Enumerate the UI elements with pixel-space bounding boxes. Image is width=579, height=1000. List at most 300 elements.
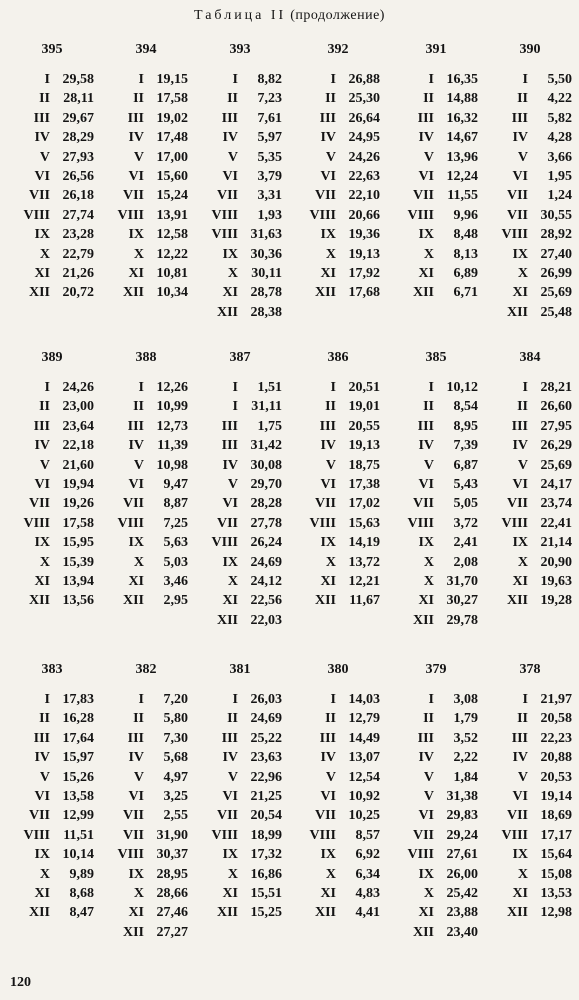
table-row	[198, 167, 282, 186]
table-row	[394, 884, 478, 903]
month-label: III	[221, 438, 238, 454]
month-label: III	[33, 418, 50, 434]
day-value: 6,89	[453, 265, 478, 281]
table-row	[10, 283, 94, 302]
day-value: 16,86	[250, 866, 282, 882]
day-value: 26,99	[540, 265, 572, 281]
month-label: V	[325, 769, 336, 785]
table-row	[104, 748, 188, 767]
day-value: 5,43	[453, 476, 478, 492]
table-row	[104, 690, 188, 709]
month-label: IX	[512, 246, 528, 262]
table-row	[394, 729, 478, 748]
table-row	[198, 70, 282, 89]
month-label: IX	[418, 227, 434, 243]
day-value: 19,01	[348, 399, 380, 415]
day-value: 20,88	[540, 750, 572, 766]
table-row	[104, 167, 188, 186]
month-label: I	[522, 72, 528, 87]
day-value: 26,64	[348, 110, 380, 126]
day-value: 12,98	[540, 905, 572, 921]
table-row	[10, 475, 94, 494]
table-row	[10, 533, 94, 552]
table-row	[488, 417, 572, 436]
month-label: III	[33, 730, 50, 746]
month-label: II	[423, 711, 434, 727]
table-row	[394, 109, 478, 128]
day-value: 21,97	[540, 692, 572, 707]
table-row	[104, 436, 188, 455]
table-row	[198, 553, 282, 572]
day-value: 23,64	[62, 418, 94, 434]
table-row	[488, 865, 572, 884]
table-row	[296, 417, 380, 436]
day-value: 20,58	[540, 711, 572, 727]
table-row	[104, 494, 188, 513]
month-label: II	[133, 711, 144, 727]
month-label: VIII	[117, 207, 144, 223]
day-value: 26,60	[540, 399, 572, 415]
day-value: 17,92	[348, 265, 380, 281]
table-row	[488, 553, 572, 572]
day-value: 10,99	[156, 399, 188, 415]
month-label: IX	[320, 847, 336, 863]
day-value: 22,23	[540, 730, 572, 746]
month-label: VI	[222, 788, 238, 804]
day-value: 17,58	[156, 91, 188, 107]
day-value: 4,97	[163, 769, 188, 785]
month-label: I	[522, 380, 528, 395]
month-label: VII	[122, 496, 144, 512]
day-value: 26,24	[250, 535, 282, 551]
table-row	[488, 186, 572, 205]
table-row	[488, 591, 572, 610]
month-label: IV	[222, 750, 238, 766]
day-value: 11,39	[157, 438, 188, 454]
day-value: 27,61	[446, 847, 478, 863]
month-label: XII	[122, 924, 144, 940]
month-label: I	[44, 692, 50, 707]
day-value: 1,84	[453, 769, 478, 785]
table-row	[394, 264, 478, 283]
table-row	[488, 884, 572, 903]
day-value: 22,63	[348, 168, 380, 184]
table-row	[394, 553, 478, 572]
table-row	[488, 70, 572, 89]
day-value: 8,57	[355, 827, 380, 843]
column-rows	[488, 70, 572, 322]
day-value: 15,97	[62, 750, 94, 766]
table-row	[296, 148, 380, 167]
month-label: VIII	[211, 535, 238, 551]
table-row	[198, 826, 282, 845]
table-row	[488, 787, 572, 806]
month-label: XI	[512, 573, 528, 589]
day-value: 23,74	[540, 496, 572, 512]
month-label: XI	[320, 573, 336, 589]
column-rows	[394, 70, 478, 303]
table-row	[10, 245, 94, 264]
table-row	[198, 186, 282, 205]
table-row	[104, 903, 188, 922]
month-label: XI	[222, 885, 238, 901]
month-label: VII	[506, 496, 528, 512]
month-label: VI	[320, 476, 336, 492]
month-label: VIII	[23, 515, 50, 531]
day-value: 15,08	[540, 866, 572, 882]
table-row	[488, 514, 572, 533]
table-row	[296, 787, 380, 806]
month-label: VII	[314, 188, 336, 204]
day-value: 11,67	[349, 593, 380, 609]
table-row	[394, 690, 478, 709]
table-row	[296, 378, 380, 397]
table-row	[394, 923, 478, 942]
month-label: VII	[122, 188, 144, 204]
table-row	[10, 186, 94, 205]
table-row	[394, 225, 478, 244]
month-label: VIII	[117, 847, 144, 863]
day-value: 21,26	[62, 265, 94, 281]
page-number: 120	[10, 975, 31, 990]
month-label: VII	[506, 207, 528, 223]
month-label: VI	[128, 476, 144, 492]
table-row	[104, 456, 188, 475]
month-label: VII	[314, 496, 336, 512]
table-row	[10, 884, 94, 903]
month-label: II	[517, 711, 528, 727]
table-row	[296, 245, 380, 264]
table-row	[198, 806, 282, 825]
table-row	[198, 148, 282, 167]
month-label: XII	[412, 285, 434, 301]
day-value: 6,71	[453, 285, 478, 301]
day-value: 27,78	[250, 515, 282, 531]
month-label: II	[39, 711, 50, 727]
month-label: VII	[506, 808, 528, 824]
table-row	[10, 417, 94, 436]
table-row	[296, 591, 380, 610]
month-label: II	[325, 399, 336, 415]
table-row	[10, 397, 94, 416]
month-label: X	[423, 885, 434, 901]
table-row	[488, 436, 572, 455]
table-row	[198, 397, 282, 416]
month-label: I	[330, 692, 336, 707]
day-value: 1,79	[453, 711, 478, 727]
day-value: 29,83	[446, 808, 478, 824]
month-label: II	[517, 399, 528, 415]
day-value: 9,47	[163, 476, 188, 492]
table-row	[104, 109, 188, 128]
day-value: 17,00	[156, 149, 188, 165]
column-rows	[296, 378, 380, 611]
day-value: 19,28	[540, 593, 572, 609]
table-row	[198, 533, 282, 552]
day-value: 8,68	[69, 885, 94, 901]
day-value: 17,02	[348, 496, 380, 512]
month-label: VII	[216, 515, 238, 531]
day-value: 3,25	[163, 788, 188, 804]
table-row	[394, 591, 478, 610]
day-value: 25,30	[348, 91, 380, 107]
day-value: 20,66	[348, 207, 380, 223]
month-label: VI	[512, 788, 528, 804]
month-label: II	[39, 91, 50, 107]
table-row	[10, 70, 94, 89]
day-value: 13,58	[62, 788, 94, 804]
day-value: 22,79	[62, 246, 94, 262]
table-row	[488, 806, 572, 825]
month-label: II	[227, 711, 238, 727]
month-label: VI	[128, 168, 144, 184]
table-row	[198, 475, 282, 494]
month-label: IV	[34, 750, 50, 766]
month-label: X	[423, 554, 434, 570]
day-value: 1,93	[257, 207, 282, 223]
month-label: I	[522, 692, 528, 707]
month-label: VIII	[407, 515, 434, 531]
column-rows	[10, 378, 94, 611]
day-value: 20,53	[540, 769, 572, 785]
day-value: 26,03	[250, 692, 282, 707]
day-value: 13,96	[446, 149, 478, 165]
table-row	[198, 884, 282, 903]
day-value: 29,67	[62, 110, 94, 126]
day-value: 31,63	[250, 227, 282, 243]
table-row	[394, 283, 478, 302]
month-label: II	[423, 399, 434, 415]
month-label: XII	[216, 304, 238, 320]
table-row	[10, 826, 94, 845]
day-value: 19,13	[348, 438, 380, 454]
day-value: 24,17	[540, 476, 572, 492]
day-value: 22,18	[62, 438, 94, 454]
day-value: 8,47	[69, 905, 94, 921]
day-value: 26,18	[62, 188, 94, 204]
month-label: X	[227, 265, 238, 281]
month-label: IV	[418, 438, 434, 454]
month-label: V	[39, 149, 50, 165]
month-label: X	[517, 554, 528, 570]
column-header: 390	[519, 42, 541, 57]
table-row	[104, 787, 188, 806]
table-row	[394, 436, 478, 455]
month-label: VII	[216, 188, 238, 204]
table-row	[296, 748, 380, 767]
day-value: 15,64	[540, 847, 572, 863]
column-rows	[394, 690, 478, 942]
day-value: 27,40	[540, 246, 572, 262]
day-value: 15,39	[62, 554, 94, 570]
day-value: 20,72	[62, 285, 94, 301]
month-label: V	[517, 457, 528, 473]
month-label: X	[325, 866, 336, 882]
month-label: XI	[512, 885, 528, 901]
table-row	[104, 533, 188, 552]
day-value: 30,55	[540, 207, 572, 223]
month-label: IX	[34, 535, 50, 551]
month-label: XII	[412, 612, 434, 628]
day-value: 5,97	[257, 130, 282, 146]
table-row	[104, 591, 188, 610]
table-row	[296, 186, 380, 205]
column-rows	[296, 70, 380, 303]
day-value: 1,95	[547, 168, 572, 184]
table-row	[488, 572, 572, 591]
table-row	[10, 514, 94, 533]
table-row	[296, 806, 380, 825]
table-row	[104, 729, 188, 748]
day-value: 23,28	[62, 227, 94, 243]
month-label: I	[44, 380, 50, 395]
month-label: V	[133, 457, 144, 473]
table-row	[488, 283, 572, 302]
table-row	[104, 709, 188, 728]
table-row	[198, 768, 282, 787]
day-value: 27,74	[62, 207, 94, 223]
day-value: 15,51	[250, 885, 282, 901]
column-header: 379	[425, 662, 447, 677]
day-value: 7,30	[163, 730, 188, 746]
day-value: 18,69	[540, 808, 572, 824]
month-label: V	[227, 476, 238, 492]
table-row	[394, 89, 478, 108]
day-value: 14,67	[446, 130, 478, 146]
month-label: VI	[128, 788, 144, 804]
table-row	[394, 494, 478, 513]
column-rows	[198, 690, 282, 923]
table-row	[394, 806, 478, 825]
day-value: 15,25	[250, 905, 282, 921]
month-label: IX	[418, 535, 434, 551]
day-value: 2,08	[453, 554, 478, 570]
month-label: IV	[512, 438, 528, 454]
day-value: 8,48	[453, 227, 478, 243]
day-value: 25,69	[540, 457, 572, 473]
month-label: XII	[216, 905, 238, 921]
day-value: 7,20	[163, 692, 188, 707]
month-label: I	[232, 380, 238, 395]
column-rows	[488, 378, 572, 611]
day-value: 27,95	[540, 418, 572, 434]
table-title-suffix: (продолжение)	[290, 8, 385, 23]
month-label: XI	[418, 593, 434, 609]
table-row	[296, 109, 380, 128]
month-label: IV	[34, 438, 50, 454]
table-row	[10, 128, 94, 147]
table-row	[198, 729, 282, 748]
table-row	[104, 845, 188, 864]
month-label: XII	[28, 285, 50, 301]
month-label: IV	[320, 438, 336, 454]
table-row	[104, 264, 188, 283]
table-row	[10, 768, 94, 787]
month-label: I	[138, 380, 144, 395]
month-label: XI	[222, 593, 238, 609]
month-label: XI	[418, 905, 434, 921]
table-row	[488, 826, 572, 845]
table-row	[10, 89, 94, 108]
day-value: 22,10	[348, 188, 380, 204]
day-value: 30,37	[156, 847, 188, 863]
table-row	[104, 865, 188, 884]
table-row	[10, 709, 94, 728]
month-label: VIII	[211, 207, 238, 223]
day-value: 22,96	[250, 769, 282, 785]
table-row	[488, 167, 572, 186]
day-value: 17,32	[250, 847, 282, 863]
table-row	[104, 283, 188, 302]
month-label: X	[227, 573, 238, 589]
table-row	[104, 397, 188, 416]
month-label: XI	[128, 573, 144, 589]
month-label: IV	[34, 130, 50, 146]
day-value: 12,24	[446, 168, 478, 184]
day-value: 25,48	[540, 304, 572, 320]
table-row	[394, 903, 478, 922]
table-row	[296, 826, 380, 845]
table-row	[104, 206, 188, 225]
table-row	[10, 903, 94, 922]
table-row	[488, 89, 572, 108]
month-label: II	[423, 91, 434, 107]
day-value: 15,26	[62, 769, 94, 785]
table-row	[10, 865, 94, 884]
day-value: 12,79	[348, 711, 380, 727]
month-label: III	[319, 110, 336, 126]
table-row	[104, 884, 188, 903]
day-value: 8,13	[453, 246, 478, 262]
month-label: IV	[222, 130, 238, 146]
column-header: 382	[135, 662, 157, 677]
table-row	[394, 417, 478, 436]
month-label: X	[39, 554, 50, 570]
day-value: 19,14	[540, 788, 572, 804]
day-value: 24,12	[250, 573, 282, 589]
day-value: 28,21	[540, 380, 572, 395]
day-value: 28,92	[540, 227, 572, 243]
day-value: 11,51	[63, 827, 94, 843]
table-row	[488, 729, 572, 748]
table-row	[488, 397, 572, 416]
table-row	[296, 709, 380, 728]
table-row	[394, 70, 478, 89]
table-title-main: Таблица II	[194, 8, 287, 23]
table-row	[488, 903, 572, 922]
month-label: IX	[512, 535, 528, 551]
month-label: VIII	[309, 827, 336, 843]
month-label: VIII	[309, 515, 336, 531]
month-label: XI	[34, 573, 50, 589]
day-value: 8,82	[257, 72, 282, 87]
table-row	[104, 128, 188, 147]
month-label: II	[227, 91, 238, 107]
table-row	[104, 923, 188, 942]
day-value: 7,61	[257, 110, 282, 126]
month-label: XII	[314, 593, 336, 609]
day-value: 31,70	[446, 573, 478, 589]
day-value: 31,11	[251, 399, 282, 415]
month-label: V	[423, 788, 434, 804]
column-rows	[104, 70, 188, 303]
month-label: III	[417, 730, 434, 746]
day-value: 2,22	[453, 750, 478, 766]
day-value: 7,39	[453, 438, 478, 454]
day-value: 1,24	[547, 188, 572, 204]
table-row	[394, 826, 478, 845]
table-row	[296, 89, 380, 108]
